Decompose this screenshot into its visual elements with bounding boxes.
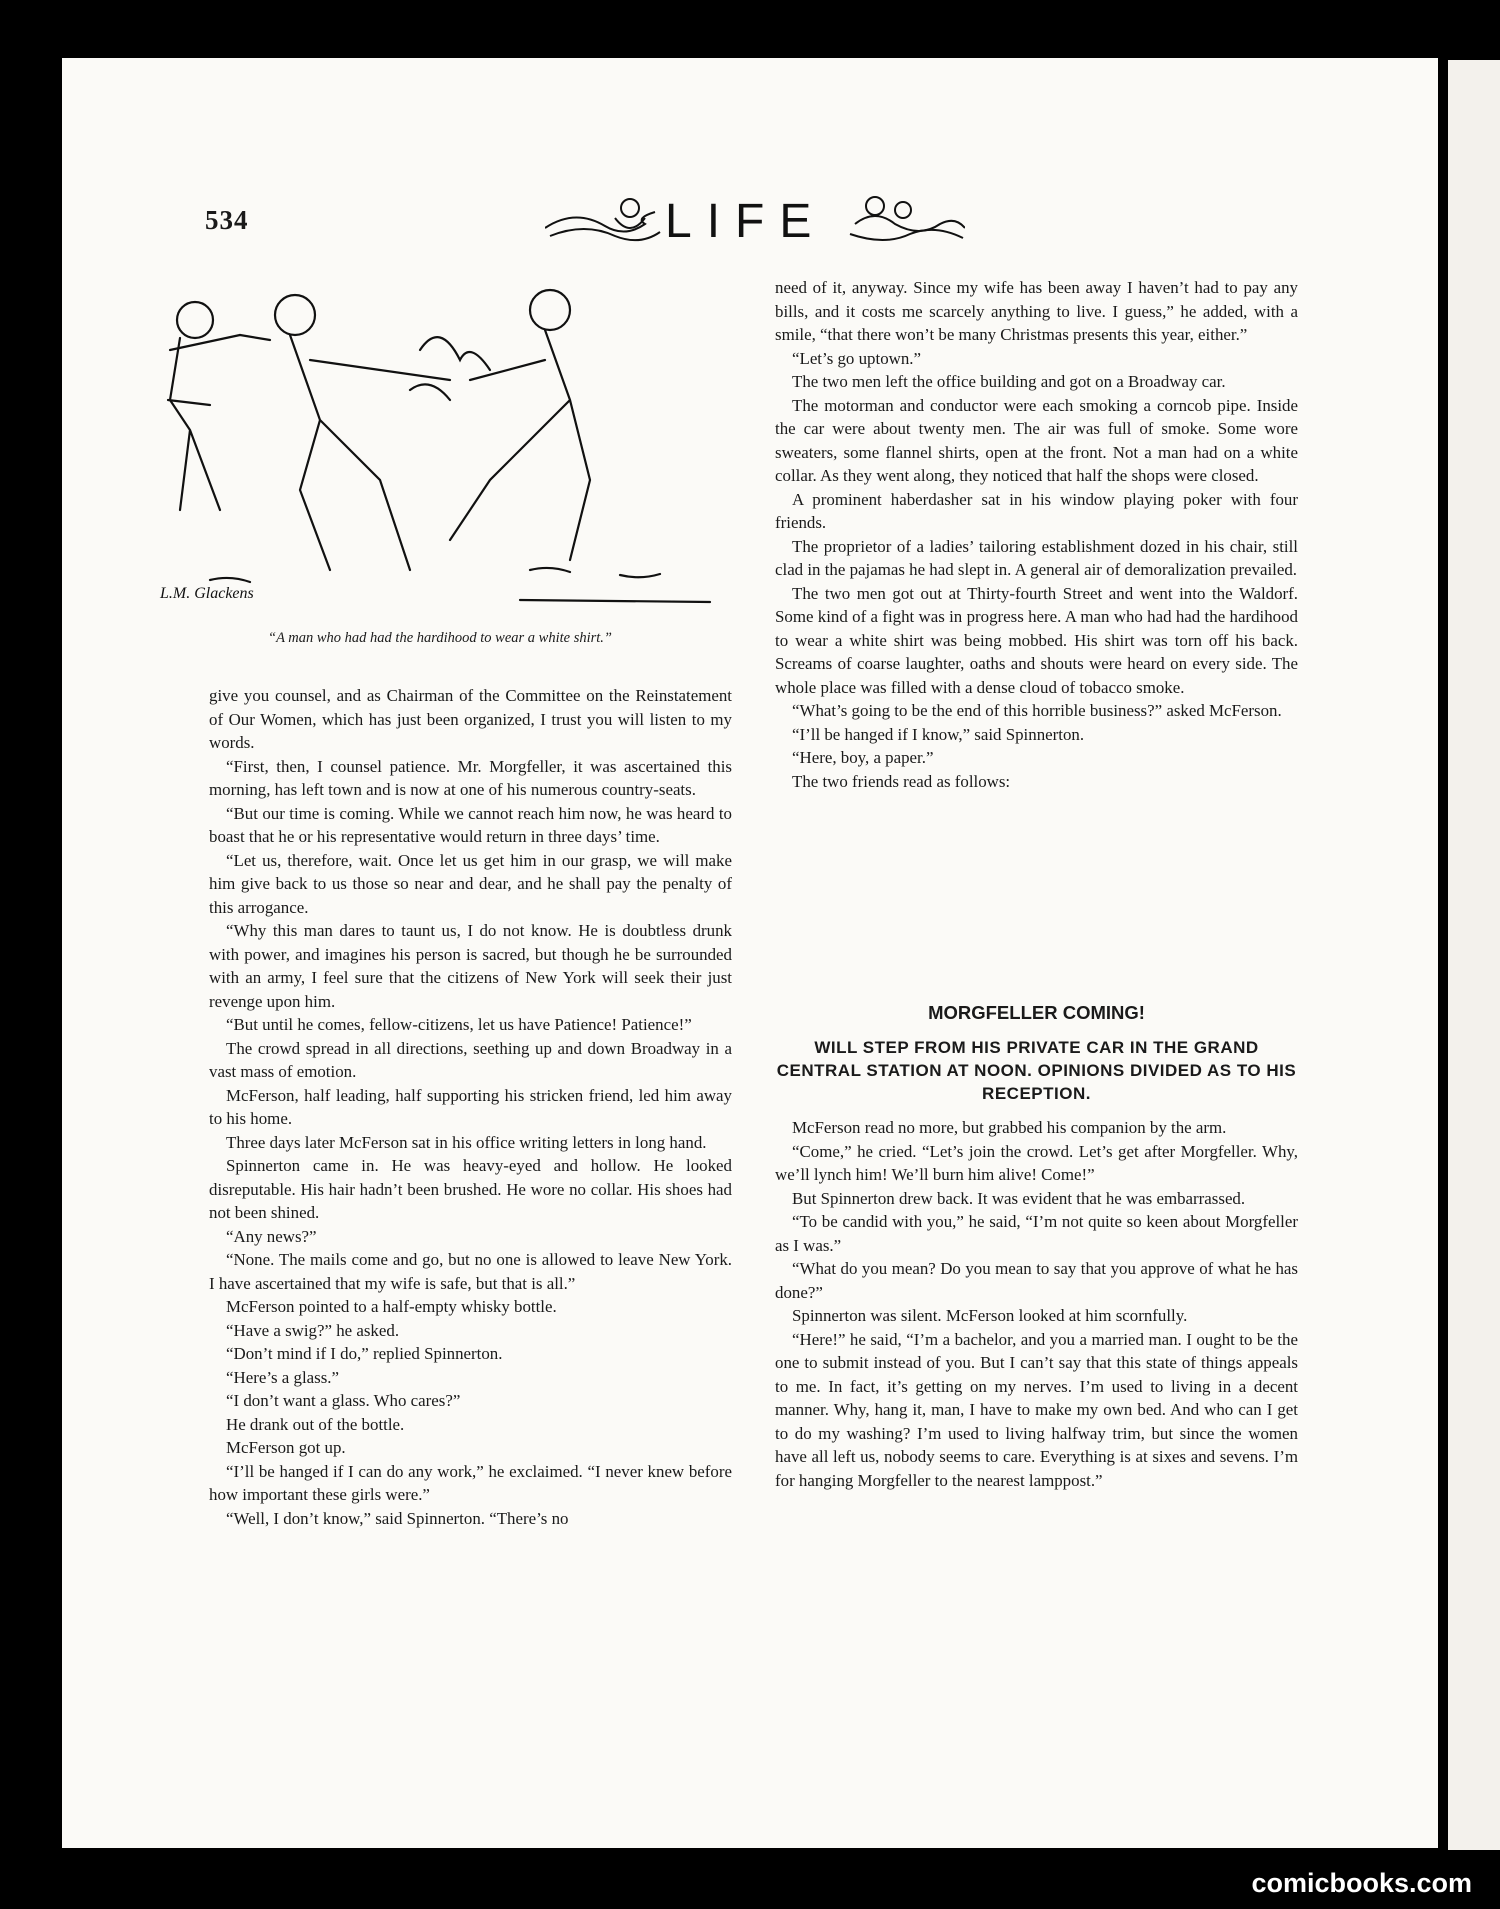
paragraph: “Why this man dares to taunt us, I do not know. He is doubtless drunk with power, and imagines his person is sacred, but though he be surrounded with an army, I feel sure that the citizens of New York will seek their just revenge upon him. (209, 921, 732, 1011)
headline-subhead: WILL STEP FROM HIS PRIVATE CAR IN THE GRAND CENTRAL STATION AT NOON. OPINIONS DIVIDED AS TO HIS RECEPTION. (776, 1038, 1297, 1103)
paragraph: “Well, I don’t know,” said Spinnerton. “There’s no (226, 1508, 569, 1528)
paragraph: McFerson got up. (226, 1438, 346, 1457)
paragraph: “Any news?” (226, 1226, 317, 1246)
paragraph: Three days later McFerson sat in his office writing letters in long hand. (226, 1132, 707, 1152)
cartoon-illustration (150, 280, 730, 615)
newspaper-headline (775, 1002, 1298, 1105)
masthead (545, 188, 965, 258)
illustration-signature: L.M. Glackens (160, 585, 254, 602)
paragraph: “Have a swig?” he asked. (226, 1320, 400, 1340)
paragraph: “Let us, therefore, wait. Once let us get him in our grasp, we will make him give back to us those so near and dear, and he shall pay the penalty of this arrogance. (209, 850, 732, 917)
paragraph: “To be candid with you,” he said, “I’m not quite so keen about Morgfeller as I was.” (775, 1212, 1298, 1255)
paragraph: The two friends read as follows: (792, 771, 1011, 791)
paragraph: “Here!” he said, “I’m a bachelor, and you a married man. I ought to be the one to submit instead of you. But I can’t say that this state of things appeals to me. In fact, it’s getting on my nerves. I’m used to living in a decent manner. Why, hang it, man, I have to make my own bed. And who can I get to do my washing? I’m used to living halfway trim, but since the women have all left us, nobody seems to care. Everything is at sixes and sevens. I’m for hanging Morgfeller to the nearest lamppost.” (775, 1329, 1298, 1490)
paragraph: McFerson, half leading, half supporting his stricken friend, led him away to his home. (209, 1085, 732, 1128)
paragraph: The proprietor of a ladies’ tailoring establishment dozed in his chair, still clad in the pajamas he had slept in. A general air of demoralization prevailed. (775, 536, 1298, 579)
paragraph: need of it, anyway. Since my wife has been away I haven’t had to pay any bills, and it costs me scarcely anything to live. I guess,” he added, with a smile, “that there won’t be many Christmas presents this year, either.” (775, 278, 1298, 344)
paragraph: “But our time is coming. While we cannot reach him now, he was heard to boast that he or his representative would return in three days’ time. (209, 803, 732, 846)
paragraph: McFerson read no more, but grabbed his companion by the arm. (792, 1118, 1227, 1137)
headline-title: MORGFELLER COMING! (928, 1002, 1145, 1023)
paragraph: “Don’t mind if I do,” replied Spinnerton. (226, 1344, 503, 1363)
paragraph: “Let’s go uptown.” (792, 348, 921, 368)
paragraph: A prominent haberdasher sat in his window playing poker with four friends. (775, 489, 1298, 532)
page-number: 534 (205, 205, 249, 235)
paragraph: The crowd spread in all directions, seething up and down Broadway in a vast mass of emotion. (209, 1038, 732, 1081)
paragraph: “I’ll be hanged if I can do any work,” he exclaimed. “I never knew before how important these girls were.” (209, 1461, 732, 1504)
site-watermark: comicbooks.com (1251, 1868, 1472, 1898)
paragraph: “I don’t want a glass. Who cares?” (226, 1391, 461, 1410)
adjacent-page-edge (1448, 60, 1500, 1850)
paragraph: “What’s going to be the end of this horrible business?” asked McFerson. (792, 701, 1282, 720)
paragraph: The two men left the office building and got on a Broadway car. (792, 372, 1226, 391)
paragraph: The motorman and conductor were each smoking a corncob pipe. Inside the car were about twenty men. The air was full of smoke. Some wore sweaters, some flannel shirts, open at the front. Not a man had on a white collar. As they went along, they noticed that half the shops were closed. (775, 395, 1298, 485)
paragraph: He drank out of the bottle. (226, 1414, 405, 1434)
paragraph: “None. The mails come and go, but no one is allowed to leave New York. I have ascertained that my wife is safe, but that is all.” (209, 1250, 732, 1293)
illustration-caption: “A man who had had the hardihood to wear a white shirt.” (268, 630, 612, 646)
paragraph: McFerson pointed to a half-empty whisky bottle. (226, 1297, 557, 1316)
paragraph: “Here’s a glass.” (226, 1367, 340, 1387)
paragraph: “But until he comes, fellow-citizens, let us have Patience! Patience!” (226, 1015, 692, 1034)
paragraph: Spinnerton came in. He was heavy-eyed and hollow. He looked disreputable. His hair hadn’t been brushed. He wore no collar. His shoes had not been shined. (209, 1156, 732, 1222)
paragraph: Spinnerton was silent. McFerson looked at him scornfully. (792, 1306, 1188, 1325)
left-text-column (209, 684, 732, 1530)
paragraph: But Spinnerton drew back. It was evident that he was embarrassed. (792, 1188, 1246, 1208)
paragraph: “Here, boy, a paper.” (792, 748, 934, 767)
paragraph: The two men got out at Thirty-fourth Street and went into the Waldorf. Some kind of a fight was in progress here. A man who had had the hardihood to wear a white shirt was being mobbed. His shirt was torn off his back. Screams of coarse laughter, oaths and shouts were heard on every side. The whole place was filled with a dense cloud of tobacco smoke. (775, 583, 1298, 697)
paragraph: “First, then, I counsel patience. Mr. Morgfeller, it was ascertained this morning, has left town and is now at one of his numerous country-seats. (209, 756, 732, 799)
paragraph: “I’ll be hanged if I know,” said Spinnerton. (792, 724, 1085, 744)
paragraph: “Come,” he cried. “Let’s join the crowd. Let’s get after Morgfeller. Why, we’ll lynch him! We’ll burn him alive! Come!” (775, 1141, 1298, 1184)
right-text-column-bottom (775, 1116, 1298, 1492)
masthead-title: LIFE (665, 195, 827, 248)
paragraph: “What do you mean? Do you mean to say that you approve of what he has done?” (775, 1259, 1298, 1302)
paragraph: give you counsel, and as Chairman of the Committee on the Reinstatement of Our Women, which has just been organized, I trust you will listen to my words. (209, 686, 732, 752)
right-text-column-top (775, 276, 1298, 793)
